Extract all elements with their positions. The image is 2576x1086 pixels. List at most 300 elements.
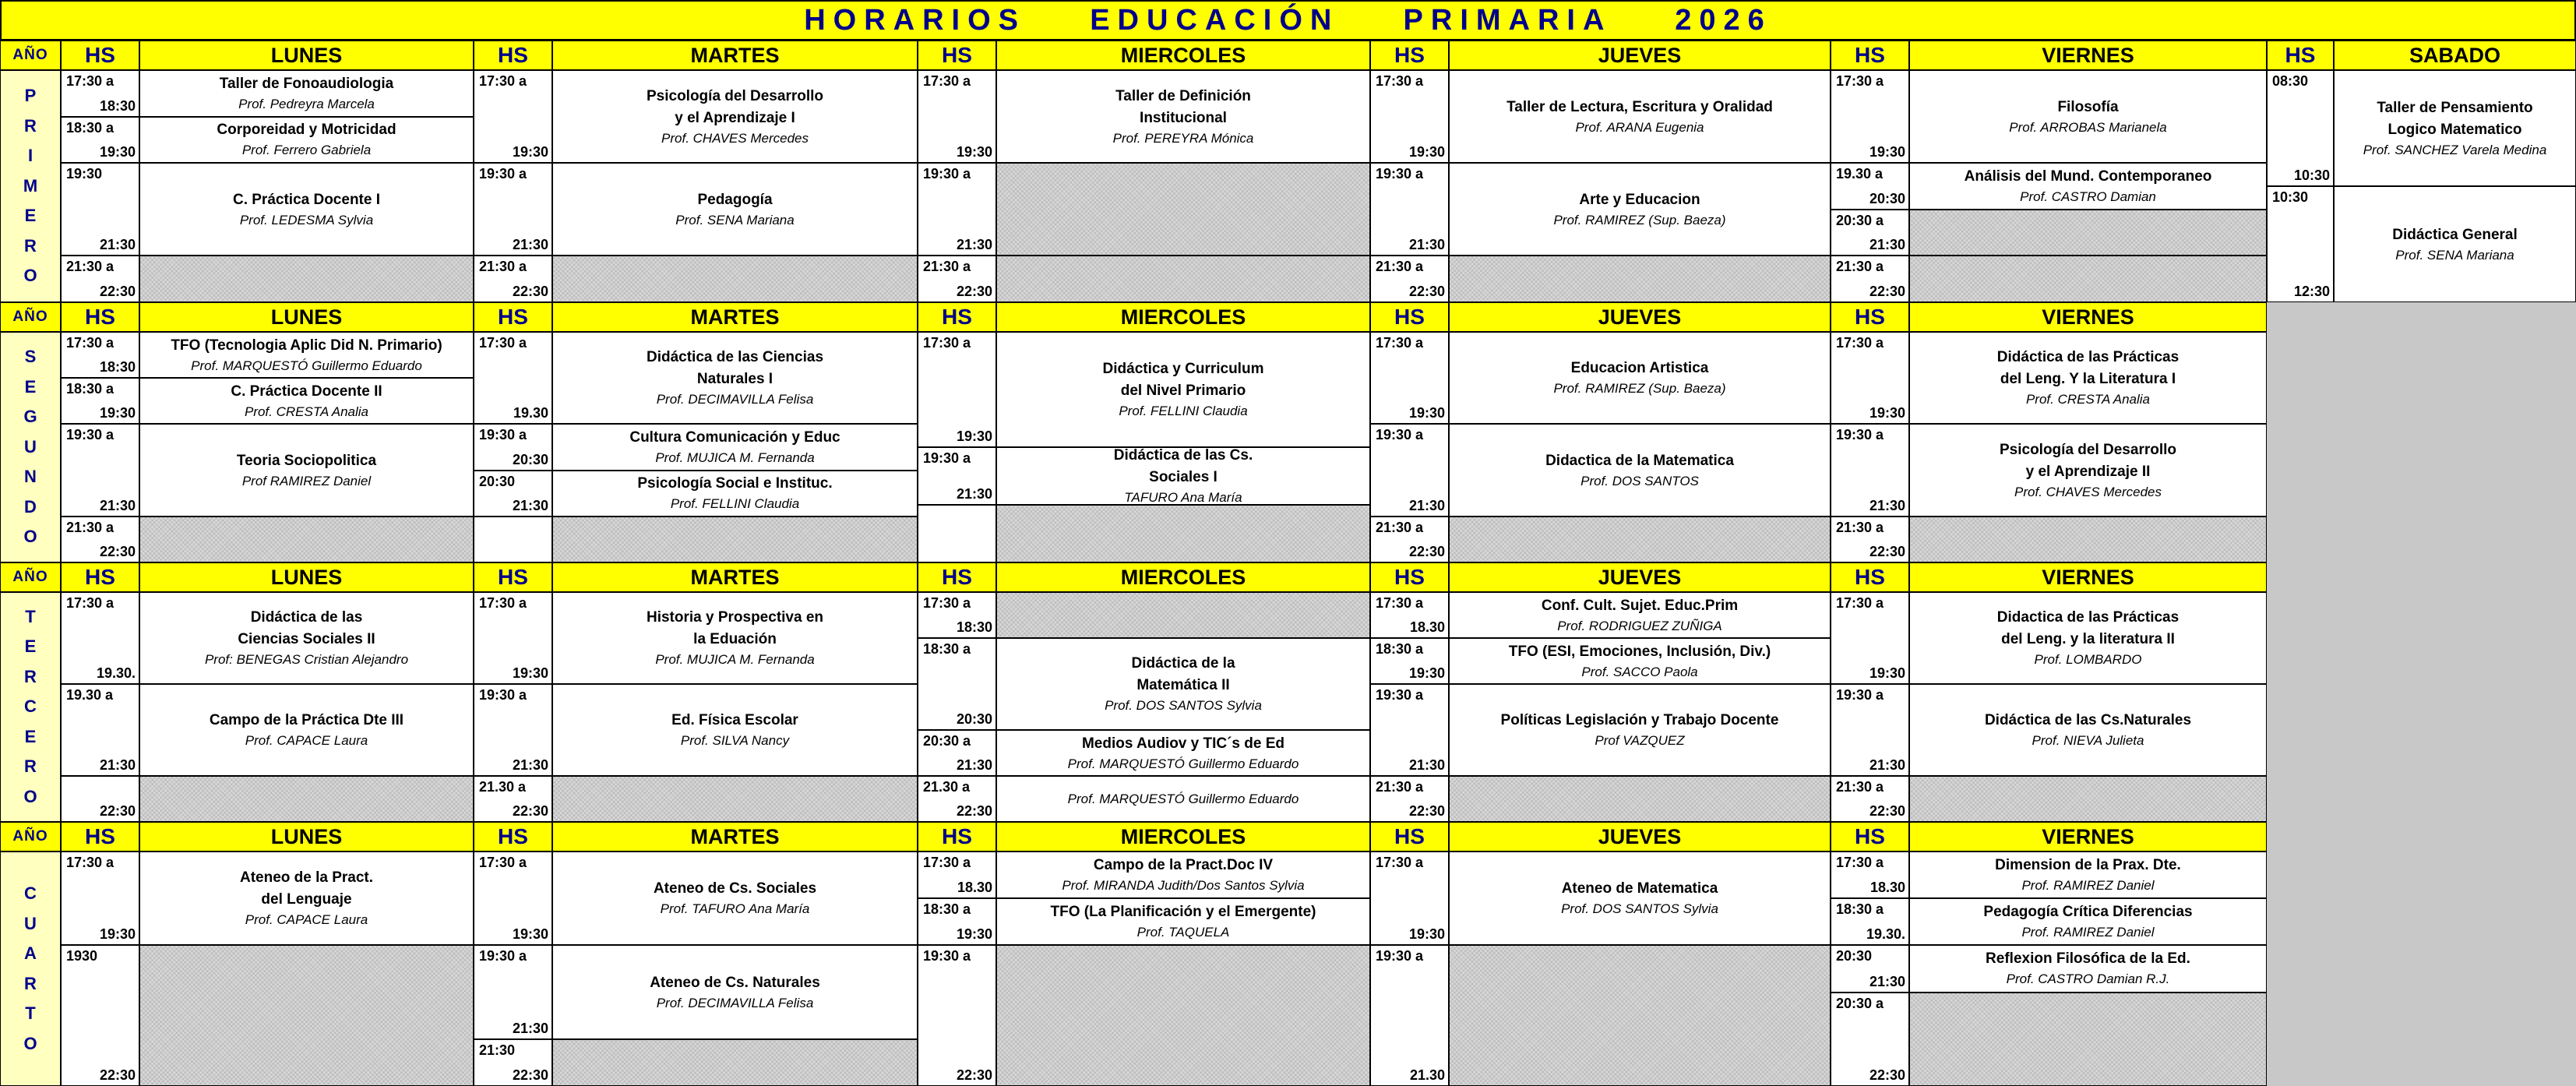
time-end: 21:30 — [99, 757, 136, 773]
time-start: 08:30 — [2272, 73, 2309, 89]
column-divider — [551, 562, 553, 822]
empty-slot — [996, 945, 1370, 1086]
professor-name: Prof. DOS SANTOS — [1580, 473, 1699, 488]
professor-name: Prof. CASTRO Damian R.J. — [2006, 971, 2170, 987]
subject-name: Psicología del Desarrollo — [1999, 441, 2177, 458]
subject-name: Didáctica de las Ciencias — [646, 349, 824, 366]
subject-name: Didáctica de las Cs.Naturales — [1984, 712, 2192, 728]
time-start: 19:30 a — [1376, 948, 1424, 964]
class-slot — [1449, 70, 1831, 163]
empty-slot — [552, 1039, 918, 1086]
time-end: 19:30 — [512, 926, 548, 943]
time-start: 19:30 a — [1836, 687, 1884, 703]
subject-name: C. Práctica Docente I — [232, 191, 381, 208]
hs-header: HS — [2267, 41, 2334, 70]
day-header-martes: MARTES — [552, 41, 918, 70]
time-end: 21:30 — [512, 497, 548, 513]
time-cell — [474, 332, 552, 424]
hs-header: HS — [1370, 41, 1449, 70]
time-start: 20:30 a — [1836, 995, 1884, 1011]
time-cell — [61, 70, 139, 117]
time-cell — [61, 163, 139, 256]
time-start: 17:30 a — [66, 335, 115, 351]
class-slot — [996, 447, 1370, 505]
year-header-label: AÑO — [0, 302, 61, 332]
time-cell — [1370, 332, 1449, 424]
empty-slot — [996, 163, 1370, 256]
time-end: 22:30 — [512, 1067, 548, 1083]
time-start: 10:30 — [2272, 189, 2309, 205]
time-cell — [918, 898, 996, 945]
professor-name: Prof. ARROBAS Marianela — [2009, 119, 2167, 135]
time-start: 18:30 a — [66, 119, 115, 136]
time-end: 21:30 — [1408, 237, 1445, 253]
subject-name: Corporeidad y Motricidad — [217, 122, 396, 139]
time-end: 19:30 — [512, 665, 548, 681]
time-cell — [1370, 638, 1449, 684]
time-cell — [61, 517, 139, 562]
time-cell — [474, 256, 552, 302]
hs-header: HS — [474, 822, 552, 852]
time-start: 18:30 a — [1376, 641, 1424, 657]
time-end: 22:30 — [1869, 803, 1905, 819]
time-cell — [1831, 210, 1909, 256]
class-slot — [139, 117, 474, 164]
time-cell — [474, 945, 552, 1038]
time-end: 21:30 — [1869, 497, 1905, 513]
subject-name: Taller de Pensamiento — [2377, 99, 2533, 116]
professor-name: Prof. SACCO Paola — [1581, 664, 1698, 679]
time-cell — [1370, 852, 1449, 945]
subject-name: Ateneo de Cs. Naturales — [650, 974, 820, 991]
time-end: 10:30 — [2293, 167, 2330, 183]
time-cell — [1370, 684, 1449, 776]
empty-slot — [552, 256, 918, 302]
time-end: 20:30 — [1869, 190, 1905, 206]
class-slot — [1449, 852, 1831, 945]
class-slot — [139, 332, 474, 378]
day-header-jueves: JUEVES — [1449, 822, 1831, 852]
professor-name: Prof. TAQUELA — [1136, 925, 1230, 940]
time-start: 21:30 a — [1836, 519, 1884, 535]
year-letter: A — [24, 943, 37, 963]
time-end: 22:30 — [1869, 543, 1905, 559]
subject-name: del Lenguaje — [261, 891, 352, 908]
time-start: 17:30 a — [1376, 855, 1424, 870]
time-end: 21:30 — [99, 497, 136, 513]
professor-name: Prof. FELLINI Claudia — [1119, 404, 1248, 418]
professor-name: Prof. DECIMAVILLA Felisa — [656, 995, 814, 1010]
time-end: 18:30 — [99, 97, 136, 114]
time-end: 22:30 — [99, 803, 136, 819]
time-start: 17:30 a — [479, 855, 527, 870]
year-name-primero — [0, 70, 61, 302]
time-start: 19:30 a — [923, 948, 971, 964]
column-divider — [996, 302, 997, 562]
professor-name: TAFURO Ana María — [1124, 490, 1242, 505]
time-cell — [1831, 898, 1909, 945]
time-end: 19.30 — [513, 405, 548, 421]
time-start: 21.30 a — [479, 779, 527, 795]
time-cell — [474, 592, 552, 684]
column-divider — [996, 41, 997, 302]
year-letter: C — [24, 696, 37, 717]
time-start: 17:30 a — [1836, 595, 1884, 611]
time-end: 21:30 — [1869, 973, 1905, 989]
professor-name: Prof. SANCHEZ Varela Medina — [2363, 142, 2547, 157]
time-cell — [1831, 424, 1909, 516]
time-end: 19:30 — [956, 926, 992, 943]
professor-name: Prof. CAPACE Laura — [245, 912, 368, 928]
class-slot — [1449, 424, 1831, 516]
time-end: 22:30 — [99, 1067, 136, 1083]
subject-name: del Nivel Primario — [1120, 383, 1246, 399]
class-slot — [1909, 332, 2267, 424]
time-end: 22:30 — [512, 283, 548, 299]
year-name-segundo — [0, 332, 61, 562]
column-divider — [551, 41, 553, 302]
column-divider — [139, 41, 140, 302]
time-end: 21:30 — [956, 757, 992, 773]
subject-name: y el Aprendizaje II — [2025, 463, 2151, 480]
time-end: 22:30 — [956, 1067, 992, 1083]
subject-name: Psicología Social e Instituc. — [637, 475, 833, 492]
day-header-viernes: VIERNES — [1909, 562, 2267, 592]
class-slot — [2334, 186, 2576, 302]
subject-name: Matemática II — [1136, 677, 1230, 693]
time-start: 20:30 a — [923, 733, 971, 749]
time-start: 19:30 a — [479, 687, 527, 703]
hs-header: HS — [1370, 302, 1449, 332]
year-letter: E — [24, 726, 37, 746]
empty-slot — [1449, 776, 1831, 822]
column-divider — [1908, 302, 1910, 562]
day-header-martes: MARTES — [552, 822, 918, 852]
time-end: 19:30 — [1408, 144, 1445, 160]
professor-name: Prof RAMIREZ Daniel — [241, 473, 372, 488]
time-start: 21:30 a — [923, 259, 971, 275]
column-divider — [1448, 562, 1450, 822]
time-cell — [61, 852, 139, 945]
class-slot — [139, 852, 474, 945]
empty-slot — [139, 517, 474, 562]
hs-header: HS — [61, 562, 139, 592]
time-end: 19:30 — [99, 405, 136, 421]
empty-slot — [1909, 517, 2267, 562]
time-start: 18:30 a — [923, 641, 971, 657]
year-letter: O — [23, 527, 37, 547]
professor-name: Prof VAZQUEZ — [1595, 733, 1685, 748]
time-end: 21:30 — [512, 1020, 548, 1036]
time-end: 19:30 — [1869, 405, 1905, 421]
time-cell — [918, 776, 996, 822]
class-slot — [139, 684, 474, 776]
time-cell — [474, 776, 552, 822]
hs-header: HS — [1831, 41, 1909, 70]
time-start: 19:30 a — [1376, 166, 1424, 182]
time-end: 19:30 — [99, 926, 136, 943]
subject-name: Arte y Educacion — [1579, 191, 1700, 208]
class-slot — [996, 852, 1370, 898]
time-cell — [2267, 70, 2334, 186]
class-slot — [552, 684, 918, 776]
time-start: 17:30 a — [1836, 335, 1884, 351]
time-cell — [1831, 852, 1909, 898]
year-letter: R — [24, 973, 37, 993]
time-start: 19:30 a — [1376, 427, 1424, 443]
year-letter: E — [24, 636, 37, 657]
time-cell — [1831, 332, 1909, 424]
hs-header: HS — [61, 822, 139, 852]
class-slot — [552, 945, 918, 1038]
subject-name: del Leng. y la literatura II — [2001, 631, 2175, 647]
professor-name: Prof. SENA Mariana — [675, 212, 795, 227]
subject-name: Ciencias Sociales II — [238, 631, 375, 647]
day-header-lunes: LUNES — [139, 41, 474, 70]
subject-name: Ateneo de Matematica — [1561, 880, 1718, 897]
time-end: 21:30 — [99, 237, 136, 253]
time-start: 19:30 a — [66, 427, 115, 443]
time-cell — [1831, 776, 1909, 822]
class-slot — [139, 424, 474, 516]
time-start: 19:30 a — [479, 427, 527, 443]
day-header-jueves: JUEVES — [1449, 41, 1831, 70]
hs-header: HS — [1831, 302, 1909, 332]
class-slot — [996, 776, 1370, 822]
empty-slot — [1909, 256, 2267, 302]
class-slot — [1449, 684, 1831, 776]
subject-name: Ed. Física Escolar — [671, 712, 798, 728]
time-cell — [918, 70, 996, 163]
time-start: 19:30 — [66, 166, 103, 182]
column-divider — [2333, 41, 2335, 302]
time-end: 19:30 — [1869, 665, 1905, 681]
time-start: 19:30 a — [1376, 687, 1424, 703]
day-header-jueves: JUEVES — [1449, 562, 1831, 592]
year-letter: R — [24, 235, 37, 256]
time-start: 21:30 a — [66, 519, 115, 535]
professor-name: Prof. RAMIREZ Daniel — [2021, 925, 2155, 940]
time-start: 17:30 a — [479, 595, 527, 611]
time-end: 21.30 — [1409, 1067, 1445, 1083]
column-divider — [1448, 41, 1450, 302]
time-start: 21:30 a — [66, 259, 115, 275]
professor-name: Prof. MIRANDA Judith/Dos Santos Sylvia — [1062, 878, 1305, 894]
time-cell — [1370, 592, 1449, 638]
time-end: 22:30 — [1408, 543, 1445, 559]
hs-header: HS — [1370, 822, 1449, 852]
day-header-lunes: LUNES — [139, 822, 474, 852]
time-cell — [918, 852, 996, 898]
time-start: 21:30 a — [1376, 779, 1424, 795]
subject-name: y el Aprendizaje I — [675, 109, 795, 126]
time-cell — [1831, 592, 1909, 684]
year-letter: M — [23, 175, 38, 196]
hs-header: HS — [918, 302, 996, 332]
subject-name: Pedagogía Crítica Diferencias — [1983, 904, 2193, 921]
subject-name: Ateneo de Cs. Sociales — [653, 880, 817, 897]
time-cell — [61, 256, 139, 302]
time-cell — [1831, 70, 1909, 163]
class-slot — [1909, 70, 2267, 163]
column-divider — [1908, 41, 1910, 302]
time-start: 17:30 a — [479, 73, 527, 89]
time-cell — [474, 471, 552, 517]
time-start: 21:30 a — [1836, 259, 1884, 275]
subject-name: Reflexion Filosófica de la Ed. — [1986, 950, 2190, 968]
class-slot — [1909, 852, 2267, 898]
day-header-viernes: VIERNES — [1909, 822, 2267, 852]
subject-name: Didáctica de las Cs. — [1113, 447, 1253, 464]
hs-header: HS — [918, 562, 996, 592]
time-end: 22:30 — [99, 543, 136, 559]
year-letter: G — [23, 407, 37, 427]
subject-name: TFO (La Planificación y el Emergente) — [1050, 904, 1316, 921]
class-slot — [139, 70, 474, 117]
time-end: 21:30 — [1408, 757, 1445, 773]
day-header-viernes: VIERNES — [1909, 41, 2267, 70]
time-start: 19.30 a — [66, 687, 114, 703]
column-divider — [551, 822, 553, 1086]
day-header-viernes: VIERNES — [1909, 302, 2267, 332]
professor-name: Prof. MARQUESTÓ Guillermo Eduardo — [1067, 756, 1299, 771]
empty-slot — [996, 505, 1370, 562]
class-slot — [552, 163, 918, 256]
time-cell — [474, 852, 552, 945]
subject-name: la Eduación — [693, 631, 777, 647]
time-end: 22:30 — [1408, 283, 1445, 299]
hs-header: HS — [1831, 822, 1909, 852]
time-cell — [61, 378, 139, 424]
time-end: 20:30 — [956, 711, 992, 727]
day-header-sabado: SABADO — [2334, 41, 2576, 70]
class-slot — [2334, 70, 2576, 186]
class-slot — [996, 332, 1370, 447]
time-cell — [61, 592, 139, 684]
professor-name: Prof. MARQUESTÓ Guillermo Eduardo — [1067, 791, 1299, 806]
time-cell — [474, 1039, 552, 1086]
time-cell — [918, 505, 996, 562]
time-cell — [1831, 163, 1909, 210]
time-end: 20:30 — [512, 451, 548, 467]
year-letter: P — [24, 86, 37, 106]
professor-name: Prof. MUJICA M. Fernanda — [655, 450, 815, 465]
time-start: 21:30 — [479, 1042, 516, 1058]
time-start: 19:30 a — [923, 450, 971, 466]
time-end: 18.30 — [1869, 880, 1905, 896]
subject-name: Ateneo de la Pract. — [239, 869, 374, 887]
year-letter: O — [23, 266, 37, 286]
time-start: 17:30 a — [1836, 73, 1884, 89]
subject-name: Didáctica y Curriculum — [1102, 361, 1264, 377]
empty-slot — [552, 776, 918, 822]
time-cell — [1370, 70, 1449, 163]
subject-name: Taller de Definición — [1115, 87, 1251, 104]
subject-name: C. Práctica Docente II — [231, 383, 382, 400]
class-slot — [1449, 332, 1831, 424]
day-header-miercoles: MIERCOLES — [996, 41, 1370, 70]
time-cell — [1831, 945, 1909, 992]
time-start: 17:30 a — [66, 855, 115, 870]
subject-name: Medios Audiov y TIC´s de Ed — [1081, 735, 1285, 752]
time-start: 20:30 a — [1836, 212, 1884, 228]
year-letter: N — [24, 467, 37, 487]
year-letter: E — [24, 206, 37, 226]
time-end: 19.30. — [96, 665, 136, 681]
time-start: 21:30 a — [1836, 779, 1884, 795]
professor-name: Prof. LEDESMA Sylvia — [239, 212, 374, 227]
time-cell — [918, 638, 996, 730]
professor-name: Prof. ARANA Eugenia — [1575, 119, 1704, 135]
class-slot — [1909, 592, 2267, 684]
professor-name: Prof. CAPACE Laura — [245, 733, 368, 748]
time-start: 18:30 a — [1836, 901, 1884, 918]
class-slot — [552, 332, 918, 424]
column-divider — [1448, 302, 1450, 562]
subject-name: Taller de Fonoaudiologia — [219, 75, 394, 92]
year-letter: R — [24, 756, 37, 777]
hs-header: HS — [61, 302, 139, 332]
subject-name: Didáctica de las Prácticas — [1996, 349, 2180, 366]
time-start: 21:30 a — [1376, 259, 1424, 275]
time-end: 21:30 — [956, 486, 992, 502]
time-start: 17:30 a — [1376, 335, 1424, 351]
subject-name: Conf. Cult. Sujet. Educ.Prim — [1541, 597, 1739, 614]
time-start: 20:30 — [1836, 948, 1873, 964]
day-header-martes: MARTES — [552, 302, 918, 332]
class-slot — [552, 852, 918, 945]
time-cell — [1370, 163, 1449, 256]
time-cell — [1370, 424, 1449, 516]
professor-name: Prof. LOMBARDO — [2034, 652, 2142, 667]
subject-name: del Leng. Y la Literatura I — [2000, 371, 2176, 388]
time-end: 18:30 — [956, 619, 992, 635]
empty-slot — [996, 256, 1370, 302]
column-divider — [1908, 562, 1910, 822]
time-start: 19.30 a — [1836, 166, 1884, 182]
time-cell — [61, 332, 139, 378]
time-cell — [1831, 993, 1909, 1086]
day-header-miercoles: MIERCOLES — [996, 562, 1370, 592]
time-end: 21:30 — [512, 757, 548, 773]
class-slot — [552, 424, 918, 470]
time-end: 19:30 — [956, 144, 992, 160]
time-cell — [918, 592, 996, 638]
time-end: 19:30 — [956, 428, 992, 444]
time-end: 19:30 — [512, 144, 548, 160]
professor-name: Prof. RAMIREZ Daniel — [2021, 878, 2155, 894]
professor-name: Prof. RODRIGUEZ ZUÑIGA — [1557, 618, 1722, 633]
empty-slot — [1909, 993, 2267, 1086]
professor-name: Prof. TAFURO Ana María — [660, 901, 810, 917]
day-header-miercoles: MIERCOLES — [996, 822, 1370, 852]
professor-name: Prof. CHAVES Mercedes — [2014, 484, 2162, 499]
class-slot — [1909, 684, 2267, 776]
time-start: 17:30 a — [1376, 73, 1424, 89]
class-slot — [552, 592, 918, 684]
time-end: 21:30 — [1869, 757, 1905, 773]
class-slot — [1909, 945, 2267, 992]
subject-name: Filosofía — [2057, 98, 2119, 115]
class-slot — [552, 471, 918, 517]
time-start: 1930 — [66, 948, 98, 964]
professor-name: Prof. CASTRO Damian — [2020, 189, 2156, 204]
class-slot — [1449, 163, 1831, 256]
subject-name: Sociales I — [1149, 469, 1218, 485]
time-start: 19:30 a — [479, 166, 527, 182]
year-name-cuarto — [0, 852, 61, 1086]
class-slot — [139, 378, 474, 424]
